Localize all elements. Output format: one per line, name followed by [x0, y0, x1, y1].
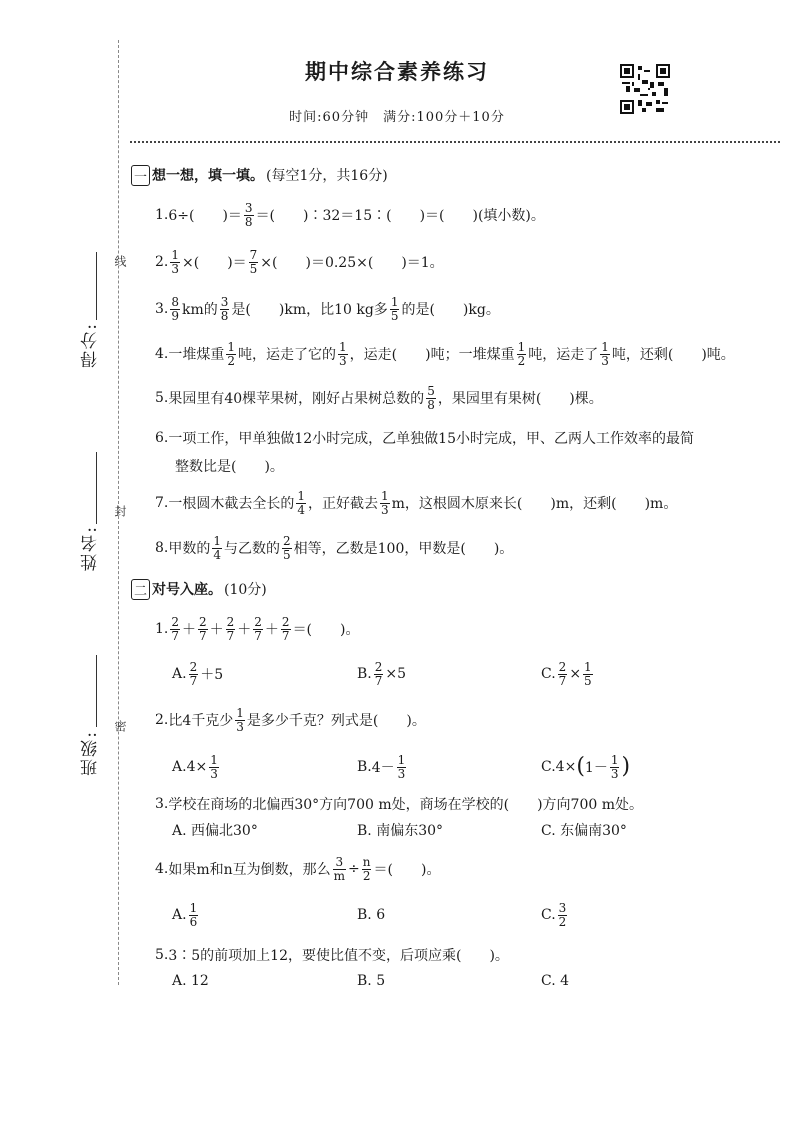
option-2-1-c[interactable]: C. $\frac{2}{7}$ × $\frac{1}{5}$	[541, 659, 592, 688]
option-2-3-c[interactable]: C. 东偏南30°	[541, 823, 627, 839]
fraction: $\frac{1}{3}$	[236, 705, 244, 734]
option-2-2-a[interactable]: A. 4× $\frac{1}{3}$	[172, 752, 218, 781]
fraction: $\frac{1}{5}$	[390, 294, 399, 323]
fraction: $\frac{8}{9}$	[171, 294, 179, 323]
option-2-5-c[interactable]: C. 4	[541, 973, 570, 989]
seal-char-secret: 密	[113, 720, 127, 732]
question-text: 整数比是( )。	[175, 459, 284, 475]
option-2-5-b[interactable]: B. 5	[357, 973, 386, 989]
plus-sign: ＋	[182, 622, 196, 638]
score-label: 得分:	[81, 322, 101, 368]
question-text: 果园里有40棵苹果树，刚好占果树总数的	[168, 391, 425, 407]
fraction: $\frac{1}{3}$	[171, 247, 179, 276]
question-2-2	[155, 703, 426, 737]
option-2-4-c[interactable]: C. $\frac{3}{2}$	[541, 900, 567, 929]
question-text: 的是( )kg。	[401, 302, 500, 318]
plus-sign: ＋	[209, 622, 224, 638]
section-1-number: 一	[131, 165, 150, 186]
question-text: ＝( )。	[373, 862, 441, 878]
question-text: 甲数的	[168, 541, 211, 557]
question-text: 一项工作，甲单独做12小时完成，乙单独做15小时完成，甲、乙两人工作效率的最简	[168, 431, 694, 447]
question-text: ＝( )。	[292, 622, 360, 638]
fraction: $\frac{2}{7}$	[374, 659, 383, 688]
question-1-4	[155, 337, 735, 371]
option-2-4-b[interactable]: B. 6	[357, 907, 386, 923]
fraction: $\frac{1}{4}$	[297, 488, 305, 517]
question-number: 6.	[155, 430, 169, 446]
question-text: 与乙数的	[224, 541, 280, 557]
question-text: km的	[182, 302, 218, 318]
question-text: 如果m和n互为倒数，那么	[168, 862, 331, 878]
fraction: $\frac{3}{8}$	[220, 294, 229, 323]
question-text: ×( )＝0.25×( )＝1。	[260, 255, 444, 271]
fraction: $\frac{1}{3}$	[397, 752, 406, 781]
question-text: 是多少千克？列式是( )。	[246, 713, 426, 729]
qr-code-icon	[620, 64, 670, 114]
fraction: $\frac{1}{2}$	[517, 339, 526, 368]
seal-char-line: 线	[113, 255, 127, 267]
name-label: 姓名:	[81, 525, 101, 571]
fraction: $\frac{2}{7}$	[254, 614, 262, 643]
question-text: 比4千克少	[168, 713, 234, 729]
question-2-4	[155, 852, 440, 886]
option-2-1-a[interactable]: A. $\frac{2}{7}$ ＋5	[172, 659, 224, 688]
fraction: $\frac{1}{3}$	[610, 752, 619, 781]
question-text: 相等，乙数是100，甲数是( )。	[293, 541, 514, 557]
seal-char-seal: 封	[113, 505, 127, 517]
question-text: 3∶5的前项加上12，要使比值不变，后项应乘( )。	[168, 948, 509, 964]
section-1-heading	[131, 164, 388, 186]
question-1-2	[155, 245, 444, 279]
question-number: 3.	[155, 796, 169, 812]
exam-time-score: 时间:60分钟 满分:100分＋10分	[289, 110, 505, 125]
question-1-6-continued	[175, 449, 284, 483]
section-2-heading	[131, 578, 267, 600]
question-number: 5.	[155, 390, 169, 406]
question-text: 是( )km，比10 kg多	[231, 302, 388, 318]
fraction: $\frac{2}{7}$	[558, 659, 567, 688]
fraction: $\frac{3}{8}$	[244, 200, 253, 229]
option-2-1-b[interactable]: B. $\frac{2}{7}$ ×5	[357, 659, 407, 688]
fraction: $\frac{2}{7}$	[171, 614, 179, 643]
question-number: 5.	[155, 947, 169, 963]
question-1-7	[155, 486, 677, 520]
question-1-5	[155, 381, 603, 415]
question-text: ÷	[348, 861, 360, 877]
page-title: 期中综合素养练习	[305, 59, 489, 84]
question-text: 吨，运走了它的	[238, 347, 336, 363]
question-2-1	[155, 612, 360, 646]
fraction: $\frac{2}{7}$	[281, 614, 290, 643]
question-text: 学校在商场的北偏西30°方向700 m处，商场在学校的( )方向700 m处。	[168, 797, 643, 813]
section-1-note: (每空1分，共16分)	[266, 168, 388, 184]
fraction: $\frac{2}{7}$	[199, 614, 207, 643]
question-text: 吨，还剩( )吨。	[611, 347, 735, 363]
fraction: $\frac{1}{5}$	[584, 659, 592, 688]
option-2-2-c[interactable]: C. 4× ( 1－ $\frac{1}{3}$ )	[541, 752, 631, 781]
question-text: ＝( )∶32＝15∶( )＝( )(填小数)。	[255, 208, 545, 224]
option-2-4-a[interactable]: A. $\frac{1}{6}$	[172, 900, 198, 929]
question-number: 7.	[155, 495, 169, 511]
option-2-3-a[interactable]: A. 西偏北30°	[172, 823, 258, 839]
fraction: $\frac{1}{3}$	[210, 752, 218, 781]
option-2-5-a[interactable]: A. 12	[172, 973, 209, 989]
question-number: 2.	[155, 254, 169, 270]
fraction: $\frac{3}{2}$	[558, 900, 567, 929]
question-number: 3.	[155, 301, 169, 317]
question-text: ，果园里有果树( )棵。	[437, 391, 603, 407]
fraction: $\frac{1}{6}$	[189, 900, 198, 929]
question-text: ，运走( )吨；一堆煤重	[349, 347, 515, 363]
question-text: ，正好截去	[308, 496, 378, 512]
fraction: $\frac{1}{4}$	[213, 533, 221, 562]
fraction: $\frac{5}{8}$	[427, 383, 435, 412]
question-number: 2.	[155, 712, 169, 728]
fraction: $\frac{2}{7}$	[189, 659, 198, 688]
question-number: 1.	[155, 207, 169, 223]
plus-sign: ＋	[264, 622, 279, 638]
fraction: $\frac{n}{2}$	[362, 854, 371, 883]
question-number: 4.	[155, 861, 169, 877]
question-1-1	[155, 198, 545, 232]
question-text: 一堆煤重	[168, 347, 225, 363]
section-2-number: 二	[131, 579, 150, 600]
name-blank	[96, 452, 97, 524]
question-1-3	[155, 292, 500, 326]
fraction: $\frac{1}{3}$	[601, 339, 609, 368]
fraction: $\frac{2}{5}$	[283, 533, 291, 562]
plus-sign: ＋	[237, 622, 252, 638]
fraction: $\frac{3}{m}$	[333, 854, 346, 883]
section-1-title: 想一想，填一填。	[152, 168, 265, 184]
question-text: 6÷( )＝	[168, 208, 242, 224]
option-2-3-b[interactable]: B. 南偏东30°	[357, 823, 444, 839]
question-number: 8.	[155, 540, 169, 556]
question-text: ×( )＝	[182, 255, 247, 271]
question-number: 4.	[155, 346, 169, 362]
fraction: $\frac{7}{5}$	[249, 247, 258, 276]
section-2-note: (10分)	[224, 582, 267, 598]
header-divider	[130, 141, 780, 143]
question-1-8	[155, 531, 513, 565]
fraction: $\frac{1}{3}$	[381, 488, 389, 517]
fraction: $\frac{1}{2}$	[227, 339, 235, 368]
fraction: $\frac{1}{3}$	[339, 339, 347, 368]
fraction: $\frac{2}{7}$	[226, 614, 235, 643]
section-2-title: 对号入座。	[152, 582, 223, 598]
question-number: 1.	[155, 621, 169, 637]
class-blank	[96, 655, 97, 727]
class-label: 班级:	[81, 730, 101, 776]
score-blank	[96, 252, 97, 320]
question-text: 一根圆木截去全长的	[168, 496, 295, 512]
question-text: 吨，运走了	[528, 347, 599, 363]
option-2-2-b[interactable]: B. 4－ $\frac{1}{3}$	[357, 752, 406, 781]
question-text: m，这根圆木原来长( )m，还剩( )m。	[391, 496, 678, 512]
